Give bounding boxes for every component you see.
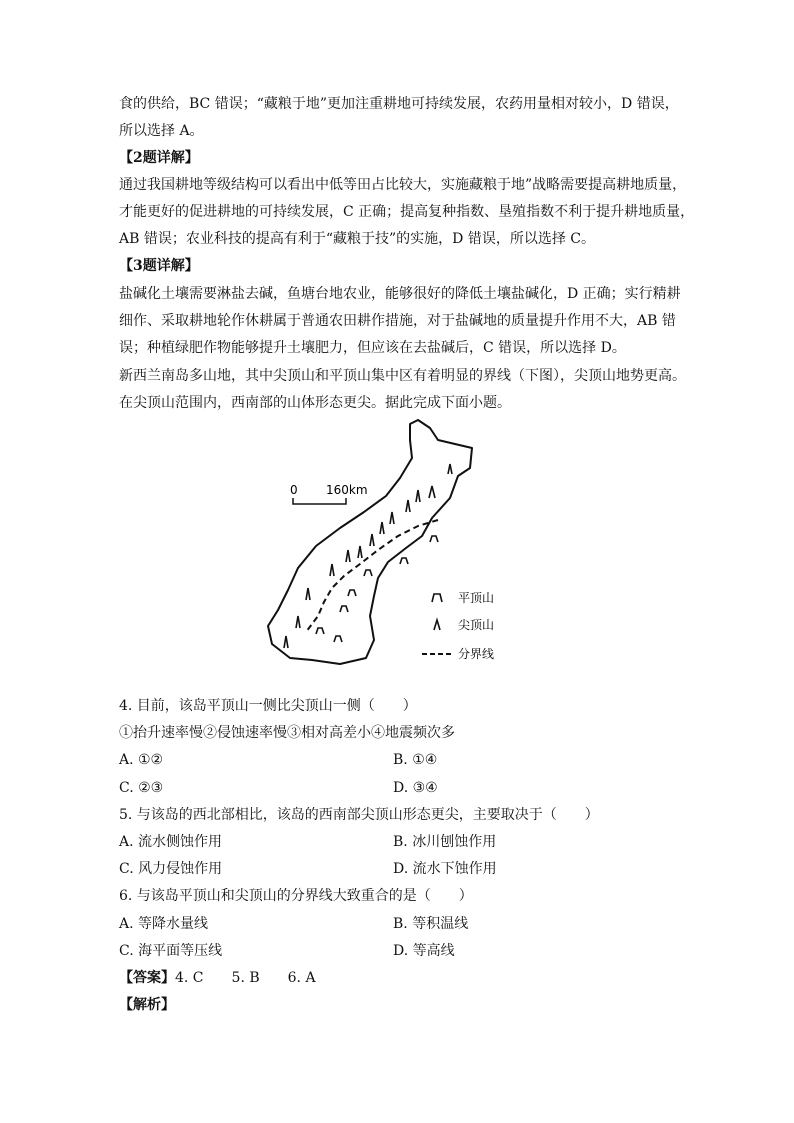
question-4-option-d: D. ③④ <box>393 780 438 796</box>
answer-item: 4. C <box>175 970 204 986</box>
question-6-stem: 6. 与该岛平顶山和尖顶山的分界线大致重合的是（ ） <box>119 888 473 904</box>
question-4-sub: ①抬升速率慢②侵蚀速率慢③相对高差小④地震频次多 <box>119 725 455 741</box>
legend-label-pointed: 尖顶山 <box>458 618 495 632</box>
text-line: 才能更好的促进耕地的可持续发展，C 正确；提高复种指数、垦殖指数不利于提升耕地质量， <box>119 204 695 220</box>
answer-item: 5. B <box>231 970 260 986</box>
text-line: AB 错误；农业科技的提高有利于“藏粮于技”的实施，D 错误，所以选择 C。 <box>119 231 595 247</box>
flat-top-mountain-icon <box>432 594 442 602</box>
section-heading: 【2题详解】 <box>119 150 199 166</box>
scale-zero: 0 <box>290 483 298 497</box>
analysis-heading: 【解析】 <box>119 997 175 1013</box>
answer-line <box>119 968 316 988</box>
question-6-option-b: B. 等积温线 <box>393 916 469 932</box>
question-6-option-d: D. 等高线 <box>393 943 455 959</box>
question-6-option-a: A. 等降水量线 <box>119 916 209 932</box>
text-line: 新西兰南岛多山地，其中尖顶山和平顶山集中区有着明显的界线（下图），尖顶山地势更高。 <box>119 368 686 384</box>
section-heading: 【3题详解】 <box>119 258 199 274</box>
question-5-stem: 5. 与该岛的西北部相比，该岛的西南部尖顶山形态更尖，主要取决于（ ） <box>119 807 599 823</box>
question-5-option-b: B. 冰川刨蚀作用 <box>393 834 497 850</box>
answer-label: 【答案】 <box>119 970 175 986</box>
answer-item: 6. A <box>287 970 316 986</box>
question-4-option-a: A. ①② <box>119 752 164 768</box>
text-line: 食的供给，BC 错误；“藏粮于地”更加注重耕地可持续发展，农药用量相对较小，D 错误， <box>119 96 679 112</box>
text-line: 误；种植绿肥作物能够提升土壤肥力，但应该在去盐碱后，C 错误，所以选择 D。 <box>119 340 626 356</box>
legend-label-boundary: 分界线 <box>458 647 495 661</box>
south-island-map <box>260 418 510 670</box>
question-4-option-b: B. ①④ <box>393 752 438 768</box>
legend-label-flat: 平顶山 <box>458 591 495 605</box>
question-4-stem: 4. 目前，该岛平顶山一侧比尖顶山一侧（ ） <box>119 698 417 714</box>
text-line: 通过我国耕地等级结构可以看出中低等田占比较大，实施藏粮于地”战略需要提高耕地质量， <box>119 177 687 193</box>
question-6-option-c: C. 海平面等压线 <box>119 943 223 959</box>
text-line: 所以选择 A。 <box>119 123 204 139</box>
pointed-mountain-icon <box>434 620 440 630</box>
text-line: 细作、采取耕地轮作休耕属于普通农田耕作措施，对于盐碱地的质量提升作用不大，AB 错 <box>119 313 676 329</box>
question-5-option-a: A. 流水侧蚀作用 <box>119 834 223 850</box>
text-line: 盐碱化土壤需要淋盐去碱，鱼塘台地农业，能够很好的降低土壤盐碱化，D 正确；实行精耕 <box>119 286 681 302</box>
scale-bar <box>290 483 368 504</box>
scale-label: 160km <box>326 483 368 497</box>
legend <box>422 591 494 661</box>
question-4-option-c: C. ②③ <box>119 780 164 796</box>
question-5-option-c: C. 风力侵蚀作用 <box>119 861 223 877</box>
text-line: 在尖顶山范围内，西南部的山体形态更尖。据此完成下面小题。 <box>119 395 511 411</box>
question-5-option-d: D. 流水下蚀作用 <box>393 861 497 877</box>
